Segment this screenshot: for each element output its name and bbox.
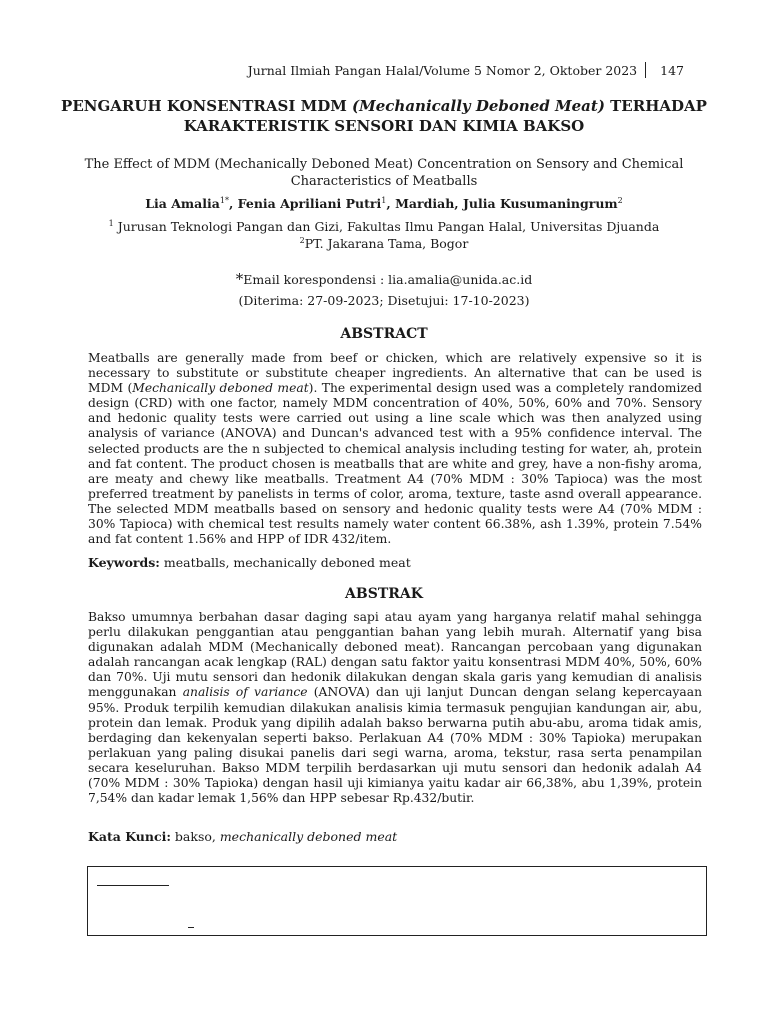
kata-kunci-label: Kata Kunci: <box>88 829 171 844</box>
title-part-1: PENGARUH KONSENTRASI MDM <box>61 97 353 115</box>
abstract-part-1: Meatballs are generally made from beef or chicken, which are relatively expensive so it is necessary to substitute or substitute cheaper ingredients. An alternative that can be used is MDM ( <box>88 351 702 396</box>
paper-title <box>60 96 708 136</box>
kata-kunci-italic: mechanically deboned meat <box>219 829 398 844</box>
kata-kunci-text: bakso, <box>170 829 220 844</box>
journal-header <box>248 62 684 78</box>
author-affiliation-mark: 2 <box>617 196 623 205</box>
affiliation-mark: 2 <box>299 236 305 245</box>
correspondence-email <box>0 270 768 288</box>
affiliation-mark: 1 <box>108 219 114 228</box>
email-text: Email korespondensi : lia.amalia@unida.ac.id <box>243 272 533 287</box>
abstrak-heading: ABSTRAK <box>345 586 423 602</box>
affiliation-text: Jurusan Teknologi Pangan dan Gizi, Fakultas Ilmu Pangan Halal, Universitas Djuanda <box>117 219 660 235</box>
correspondence-star: * <box>235 270 244 288</box>
author-list: Lia Amalia$^{1*}$, Fenia Apriliani Putri$^1$, Mardiah, Julia Kusumaningrum$^2$ <box>145 196 623 212</box>
affiliation-2 <box>0 236 768 251</box>
journal-name: Jurnal Ilmiah Pangan Halal/Volume 5 Nomor 2, Oktober 2023 <box>247 62 638 78</box>
keywords-label: Keywords: <box>88 555 160 570</box>
abstract-heading: ABSTRACT <box>340 326 428 342</box>
header-divider <box>645 62 646 78</box>
title-italic: (Mechanically Deboned Meat) <box>352 97 605 115</box>
footnote-box <box>87 866 707 936</box>
keywords-text: meatballs, mechanically deboned meat <box>159 555 411 570</box>
abstrak-part-2: (ANOVA) dan uji lanjut Duncan dengan selang kepercayaan 95%. Produk terpilih kemudian dilakukan analisis kimia termasuk pengujian kandungan air, abu, protein dan lemak. Produk yang dipilih adalah bakso berwarna putih abu-abu, aroma tidak amis, berdaging dan kekenyalan seperti bakso. Perlakuan A4 (70% MDM : 30% Tapioka) merupakan perlakuan yang paling disukai panelis dari segi warna, aroma, tekstur, rasa serta penampilan secara keseluruhan. Bakso MDM terpilih berdasarkan uji mutu sensori dan hedonik adalah A4 (70% MDM : 30% Tapioka) dengan hasil uji kimianya yaitu kadar air 66,38%, abu 1,39%, protein 7,54% dan kadar lemak 1,56% dan HPP sebesar Rp.432/butir. <box>88 685 703 806</box>
abstract-part-2: ). The experimental design used was a completely randomized design (CRD) with one factor, namely MDM concentration of 40%, 50%, 60% and 70%. Sensory and hedonic quality tests were carried out using a line scale which was then analyzed using analysis of variance (ANOVA) and Duncan's advanced test with a 95% confidence interval. The selected products are the n subjected to chemical analysis including testing for water, ah, protein and fat content. The product chosen is meatballs that are white and grey, have a non-fishy aroma, are meaty and chewy like meatballs. Treatment A4 (70% MDM : 30% Tapioca) was the most preferred treatment by panelists in terms of color, aroma, texture, taste asnd overall appearance. The selected MDM meatballs based on sensory and hedonic quality tests were A4 (70% MDM : 30% Tapioca) with chemical test results namely water content 66.38%, ash 1.39%, protein 7.54% and fat content 1.56% and HPP of IDR 432/item. <box>88 381 703 547</box>
abstrak-text <box>88 610 702 806</box>
author-affiliation-mark: 1* <box>219 196 229 205</box>
author: Mardiah <box>395 196 455 212</box>
abstrak-part-1: Bakso umumnya berbahan dasar daging sapi atau ayam yang harganya relatif mahal sehingga perlu dilakukan penggantian atau penggantian bahan yang lebih murah. Alternatif yang bisa digunakan adalah MDM (Mechanically deboned meat). Rancangan percobaan yang digunakan adalah rancangan acak lengkap (RAL) dengan satu faktor yaitu konsentrasi MDM 40%, 50%, 60% dan 70%. Uji mutu sensori dan hedonik dilakukan dengan skala garis yang kemudian di analisis menggunakan <box>88 610 702 700</box>
abstract-italic: Mechanically deboned meat <box>132 381 309 396</box>
keywords <box>88 555 411 570</box>
english-title: The Effect of MDM (Mechanically Deboned Meat) Concentration on Sensory and Chemical Characteristics of Meatballs <box>84 157 684 189</box>
author: Julia Kusumaningrum <box>463 196 618 212</box>
author: Fenia Apriliani Putri <box>237 196 382 212</box>
title-part-2: TERHADAP KARAKTERISTIK SENSORI DAN KIMIA BAKSO <box>183 97 707 135</box>
author: Lia Amalia <box>145 196 220 212</box>
affiliation-text: PT. Jakarana Tama, Bogor <box>304 236 469 252</box>
affiliation-1 <box>0 219 768 234</box>
kata-kunci <box>88 829 397 844</box>
author-affiliation-mark: 1 <box>381 196 387 205</box>
abstract-text <box>88 351 702 547</box>
page-number: 147 <box>660 62 684 78</box>
abstrak-italic: analisis of variance <box>182 685 308 700</box>
footnote-dash <box>188 927 194 928</box>
received-accepted-dates: (Diterima: 27-09-2023; Disetujui: 17-10-2023) <box>238 293 530 308</box>
footnote-rule <box>97 885 169 886</box>
